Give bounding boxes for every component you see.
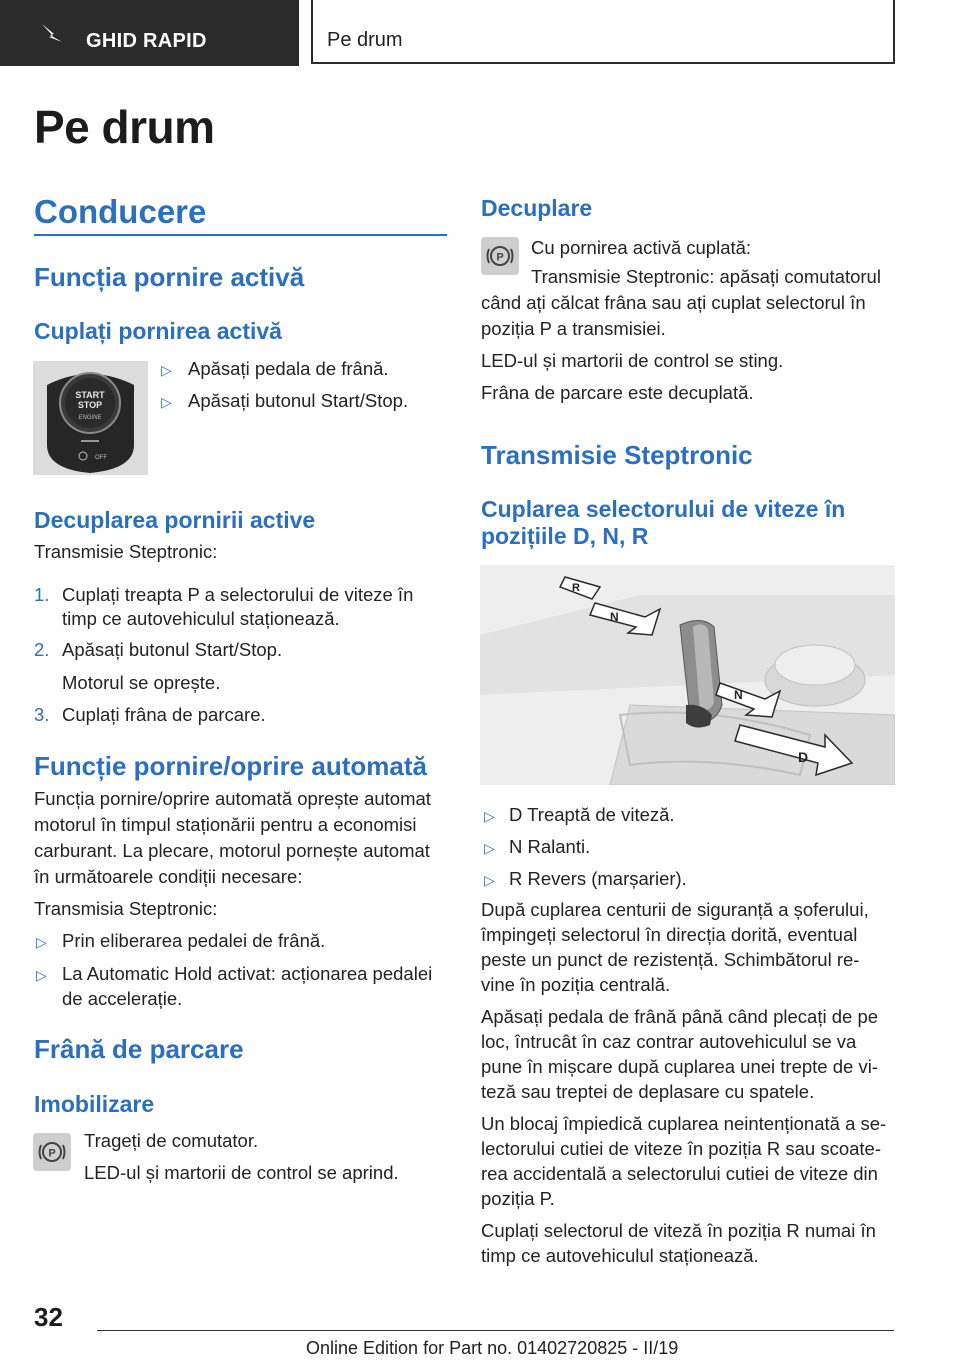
step-text: timp ce autovehiculul staționează. [62, 608, 340, 629]
section-title-conducere: Conducere [34, 193, 207, 230]
chapter-tab-label: Pe drum [327, 29, 403, 51]
heading-imobilizare: Imobilizare [34, 1091, 155, 1117]
decuplare-para-line: poziția P a transmisiei. [481, 318, 666, 339]
auto-intro: Transmisia Steptronic: [34, 898, 218, 919]
off-label: OFF [95, 455, 107, 461]
bullet-triangle-icon: ▷ [484, 872, 495, 888]
heading-transmisie-steptronic: Transmisie Steptronic [481, 440, 753, 470]
step-number: 3. [34, 704, 50, 725]
list-item: de accelerație. [62, 988, 183, 1009]
page-header [0, 0, 960, 66]
para-line: pune în mișcare după cuplarea unei trepte de vi- [481, 1056, 878, 1077]
page-title: Pe drum [34, 101, 215, 153]
quick-guide-label: GHID RAPID [86, 30, 207, 52]
para-line: rea accidentală a selectorului cutiei de viteze din [481, 1163, 878, 1184]
heading-decuplare: Decuplare [481, 195, 593, 221]
auto-para-line: carburant. La plecare, motorul pornește automat [34, 840, 430, 861]
frana-line: Frâna de parcare este decuplată. [481, 382, 754, 403]
heading-cuplati-pornirea: Cuplați pornirea activă [34, 318, 282, 344]
step-text: Cuplați frâna de parcare. [62, 704, 266, 725]
para-line: Cuplați selectorul de viteză în poziția R numai în [481, 1220, 876, 1241]
auto-para-line: Funcția pornire/oprire automată oprește automat [34, 788, 431, 809]
para-line: peste un punct de rezistență. Schimbătorul re- [481, 949, 860, 970]
gear-selector-image [480, 565, 895, 785]
decuplare-line: Transmisie Steptronic: apăsați comutatorul [531, 266, 881, 287]
decuplare-line: Cu pornirea activă cuplată: [531, 237, 752, 258]
para-line: loc, întrucât în caz contrar autovehiculul se va [481, 1031, 857, 1052]
led-line: LED-ul și martorii de control se sting. [481, 350, 784, 371]
bullet-triangle-icon: ▷ [161, 394, 172, 410]
parking-brake-icon [481, 237, 519, 275]
heading-pornire-oprire-automata: Funcție pornire/oprire automată [34, 751, 427, 781]
quick-guide-tab[interactable] [0, 0, 299, 66]
para-line: Apăsați pedala de frână până când plecați de pe [481, 1006, 879, 1027]
svg-text:P: P [48, 1147, 56, 1160]
step-text: Cuplați treapta P a selectorului de viteze în [62, 584, 414, 605]
engine-label: ENGINE [78, 415, 102, 421]
heading-cuplarea-selectorului: Cuplarea selectorului de viteze în [481, 496, 846, 522]
page-number: 32 [34, 1302, 63, 1332]
auto-para-line: motorul în timpul staționării pentru a economisi [34, 814, 417, 835]
auto-para-line: în următoarele condiții necesare: [34, 866, 303, 887]
decuplarea-intro: Transmisie Steptronic: [34, 541, 218, 562]
chapter-tab[interactable] [311, 0, 895, 64]
gear-label-n-lower: N [734, 688, 743, 702]
section-rule [34, 234, 447, 236]
para-line: vine în poziția centrală. [481, 974, 671, 995]
heading-functia-pornire: Funcția pornire activă [34, 262, 305, 292]
step-number: 2. [34, 639, 50, 660]
para-line: lectorului cutiei de viteze în poziția R sau scoate- [481, 1138, 882, 1159]
heading-decuplarea-pornirii: Decuplarea pornirii active [34, 507, 316, 533]
bullet-triangle-icon: ▷ [484, 840, 495, 856]
bullet-triangle-icon: ▷ [36, 934, 47, 950]
gear-label-d: D [798, 749, 809, 765]
para-line: timp ce autovehiculul staționează. [481, 1245, 759, 1266]
svg-text:P: P [496, 251, 504, 264]
start-label: START [75, 390, 105, 400]
para-line: teză sau treptei de deplasare cu spatele. [481, 1081, 815, 1102]
footer-rule [97, 1330, 894, 1331]
decuplare-para-line: când ați călcat frâna sau ați cuplat selectorul în [481, 292, 866, 313]
heading-cuplarea-selectorului: pozițiile D, N, R [481, 523, 649, 549]
list-item: La Automatic Hold activat: acționarea pedalei [62, 963, 433, 984]
stop-label: STOP [77, 400, 103, 410]
parking-brake-icon [33, 1133, 71, 1171]
start-stop-button-image [33, 361, 148, 475]
gear-label-n-upper: N [610, 610, 619, 624]
para-line: Un blocaj împiedică cuplarea neintenționată a se- [481, 1113, 887, 1134]
para-line: poziția P. [481, 1188, 555, 1209]
para-line: împingeți selectorul în direcția dorită, eventual [481, 924, 858, 945]
gear-item: D Treaptă de viteză. [509, 804, 675, 825]
bullet-triangle-icon: ▷ [484, 808, 495, 824]
bullet-triangle-icon: ▷ [36, 967, 47, 983]
step-text: Apăsați butonul Start/Stop. [62, 639, 283, 660]
list-item: Apăsați pedala de frână. [188, 358, 389, 379]
imobilizare-line: Trageți de comutator. [84, 1130, 259, 1151]
gear-label-r: R [572, 582, 580, 594]
footer-edition: Online Edition for Part no. 01402720825 - II/19 [306, 1338, 679, 1358]
step-number: 1. [34, 584, 50, 605]
gear-item: N Ralanti. [509, 836, 591, 857]
bmw-flash-icon [40, 22, 66, 44]
gear-item: R Revers (marșarier). [509, 868, 687, 889]
heading-frana-de-parcare: Frână de parcare [34, 1034, 244, 1064]
step-text: Motorul se oprește. [62, 672, 221, 693]
imobilizare-line: LED-ul și martorii de control se aprind. [84, 1162, 399, 1183]
list-item: Prin eliberarea pedalei de frână. [62, 930, 326, 951]
list-item: Apăsați butonul Start/Stop. [188, 390, 409, 411]
bullet-triangle-icon: ▷ [161, 362, 172, 378]
para-line: După cuplarea centurii de siguranță a șoferului, [481, 899, 869, 920]
